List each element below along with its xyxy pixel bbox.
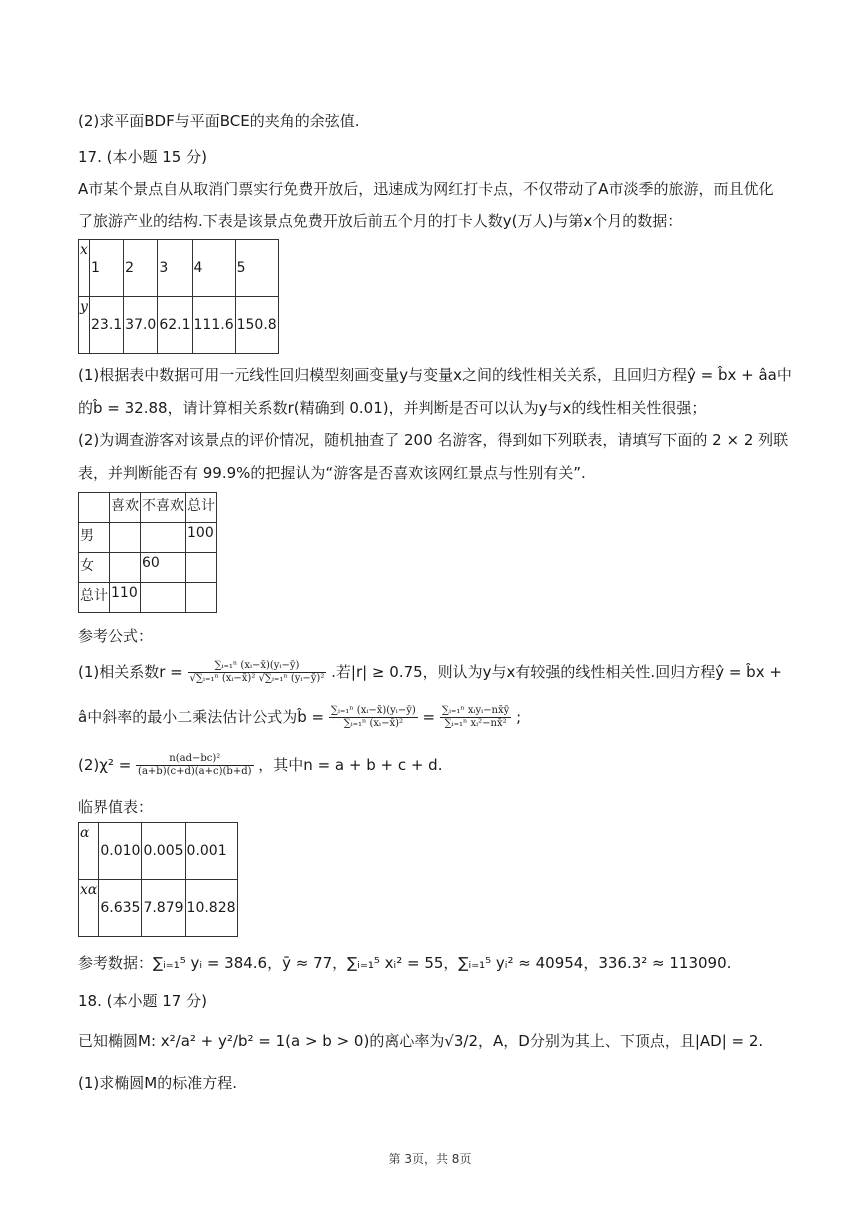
table1-y-cell: 150.8 (235, 297, 278, 354)
critical-value-table (78, 822, 238, 937)
q17-intro-line1: A市某个景点自从取消门票实行免费开放后，迅速成为网红打卡点，不仅带动了A市淡季的旅游，而且优化 (78, 180, 774, 198)
table1-y-cell: 111.6 (192, 297, 235, 354)
formula2-denominator2: ∑ᵢ₌₁ⁿ xᵢ²−nx̄² (444, 718, 507, 729)
table3-alpha-label: α (79, 823, 99, 880)
table2-cell (141, 523, 186, 553)
visitor-data-table (78, 239, 279, 354)
page-footer: 第 3页，共 8页 (388, 1152, 472, 1166)
formula-correlation (78, 655, 800, 689)
formula2-fraction1 (329, 705, 418, 730)
table3-alpha-cell: 0.001 (185, 823, 237, 880)
formula3-numerator: n(ad−bc)² (136, 753, 253, 766)
table3-alpha-cell: 0.010 (99, 823, 142, 880)
formula1-denominator: √∑ᵢ₌₁ⁿ (xᵢ−x̄)² √∑ᵢ₌₁ⁿ (yᵢ−ȳ)² (189, 673, 325, 684)
formula2-numerator2: ∑ᵢ₌₁ⁿ xᵢyᵢ−nx̄ȳ (441, 705, 510, 716)
formula1-prefix: (1)相关系数r = (78, 663, 183, 681)
formula2-fraction2 (440, 705, 511, 730)
formula2-prefix: â中斜率的最小二乘法估计公式为b̂ = (78, 708, 325, 726)
q18-intro: 已知椭圆M: x²/a² + y²/b² = 1(a > b > 0)的离心率为√3/2，A，D分别为其上、下顶点，且|AD| = 2. (78, 1032, 764, 1050)
q17-part1-line2: 的b̂ = 32.88，请计算相关系数r(精确到 0.01)，并判断是否可以认为y与x的线性相关性很强； (78, 399, 707, 417)
table2-cell: 60 (141, 553, 186, 583)
q17-header: 17. (本小题 15 分) (78, 148, 207, 166)
table1-y-label: y (79, 297, 90, 354)
formula3-fraction (136, 753, 253, 778)
table2-cell: 100 (186, 523, 217, 553)
table1-x-cell: 4 (192, 240, 235, 297)
table2-cell: 总计 (79, 583, 110, 613)
table3-x-cell: 10.828 (185, 880, 237, 937)
ref-data: 参考数据：∑ᵢ₌₁⁵ yᵢ = 384.6，ȳ ≈ 77，∑ᵢ₌₁⁵ xᵢ² = 55，∑ᵢ₌₁⁵ yᵢ² ≈ 40954，336.3² ≈ 113090. (78, 954, 732, 972)
formula3-suffix: ，其中n = a + b + c + d. (258, 756, 443, 774)
formula-chi-square (78, 748, 800, 782)
table2-cell: 女 (79, 553, 110, 583)
table2-cell: 110 (110, 583, 141, 613)
formula1-numerator: ∑ᵢ₌₁ⁿ (xᵢ−x̄)(yᵢ−ȳ) (188, 660, 327, 673)
table2-header: 不喜欢 (141, 493, 186, 523)
table2-header: 总计 (186, 493, 217, 523)
q17-intro-line2: 了旅游产业的结构.下表是该景点免费开放后前五个月的打卡人数y(万人)与第x个月的数据： (78, 212, 683, 230)
table1-y-cell: 23.1 (90, 297, 124, 354)
formula2-equals: = (422, 708, 436, 726)
formula2-denominator1: ∑ᵢ₌₁ⁿ (xᵢ−x̄)² (343, 718, 404, 729)
table1-x-cell: 3 (158, 240, 192, 297)
table2-header: 喜欢 (110, 493, 141, 523)
table1-y-cell: 62.1 (158, 297, 192, 354)
table1-y-cell: 37.0 (124, 297, 158, 354)
table3-alpha-cell: 0.005 (142, 823, 185, 880)
table3-x-cell: 6.635 (99, 880, 142, 937)
table3-x-cell: 7.879 (142, 880, 185, 937)
q17-part2-line1: (2)为调查游客对该景点的评价情况，随机抽查了 200 名游客，得到如下列联表，请填写下面的 2 × 2 列联 (78, 431, 789, 449)
formula2-suffix: ; (516, 708, 522, 726)
table1-x-cell: 2 (124, 240, 158, 297)
table2-cell (186, 553, 217, 583)
q17-part2-line2: 表，并判断能否有 99.9%的把握认为“游客是否喜欢该网红景点与性别有关”. (78, 464, 586, 482)
ref-formula-label: 参考公式： (78, 627, 154, 645)
contingency-table (78, 492, 217, 613)
table3-x-label: xα (79, 880, 99, 937)
formula1-suffix: .若|r| ≥ 0.75，则认为y与x有较强的线性相关性.回归方程ŷ = b̂x + (331, 663, 782, 681)
q18-header: 18. (本小题 17 分) (78, 992, 207, 1010)
table2-cell (141, 583, 186, 613)
table1-x-label: x (79, 240, 90, 297)
critical-label: 临界值表： (78, 798, 154, 816)
formula2-numerator1: ∑ᵢ₌₁ⁿ (xᵢ−x̄)(yᵢ−ȳ) (330, 705, 416, 716)
table2-cell: 男 (79, 523, 110, 553)
table1-x-cell: 1 (90, 240, 124, 297)
table2-header (79, 493, 110, 523)
table2-cell (110, 553, 141, 583)
q18-part1: (1)求椭圆M的标准方程. (78, 1074, 237, 1092)
table1-x-cell: 5 (235, 240, 278, 297)
formula1-fraction (188, 660, 327, 685)
q17-part1-line1: (1)根据表中数据可用一元线性回归模型刻画变量y与变量x之间的线性相关关系，且回归方程ŷ = b̂x + âa中 (78, 366, 792, 384)
q16-part2: (2)求平面BDF与平面BCE的夹角的余弦值. (78, 112, 360, 130)
formula-slope (78, 700, 800, 734)
table2-cell (110, 523, 141, 553)
formula3-denominator: (a+b)(c+d)(a+c)(b+d) (138, 766, 252, 777)
formula3-prefix: (2)χ² = (78, 756, 132, 774)
table2-cell (186, 583, 217, 613)
